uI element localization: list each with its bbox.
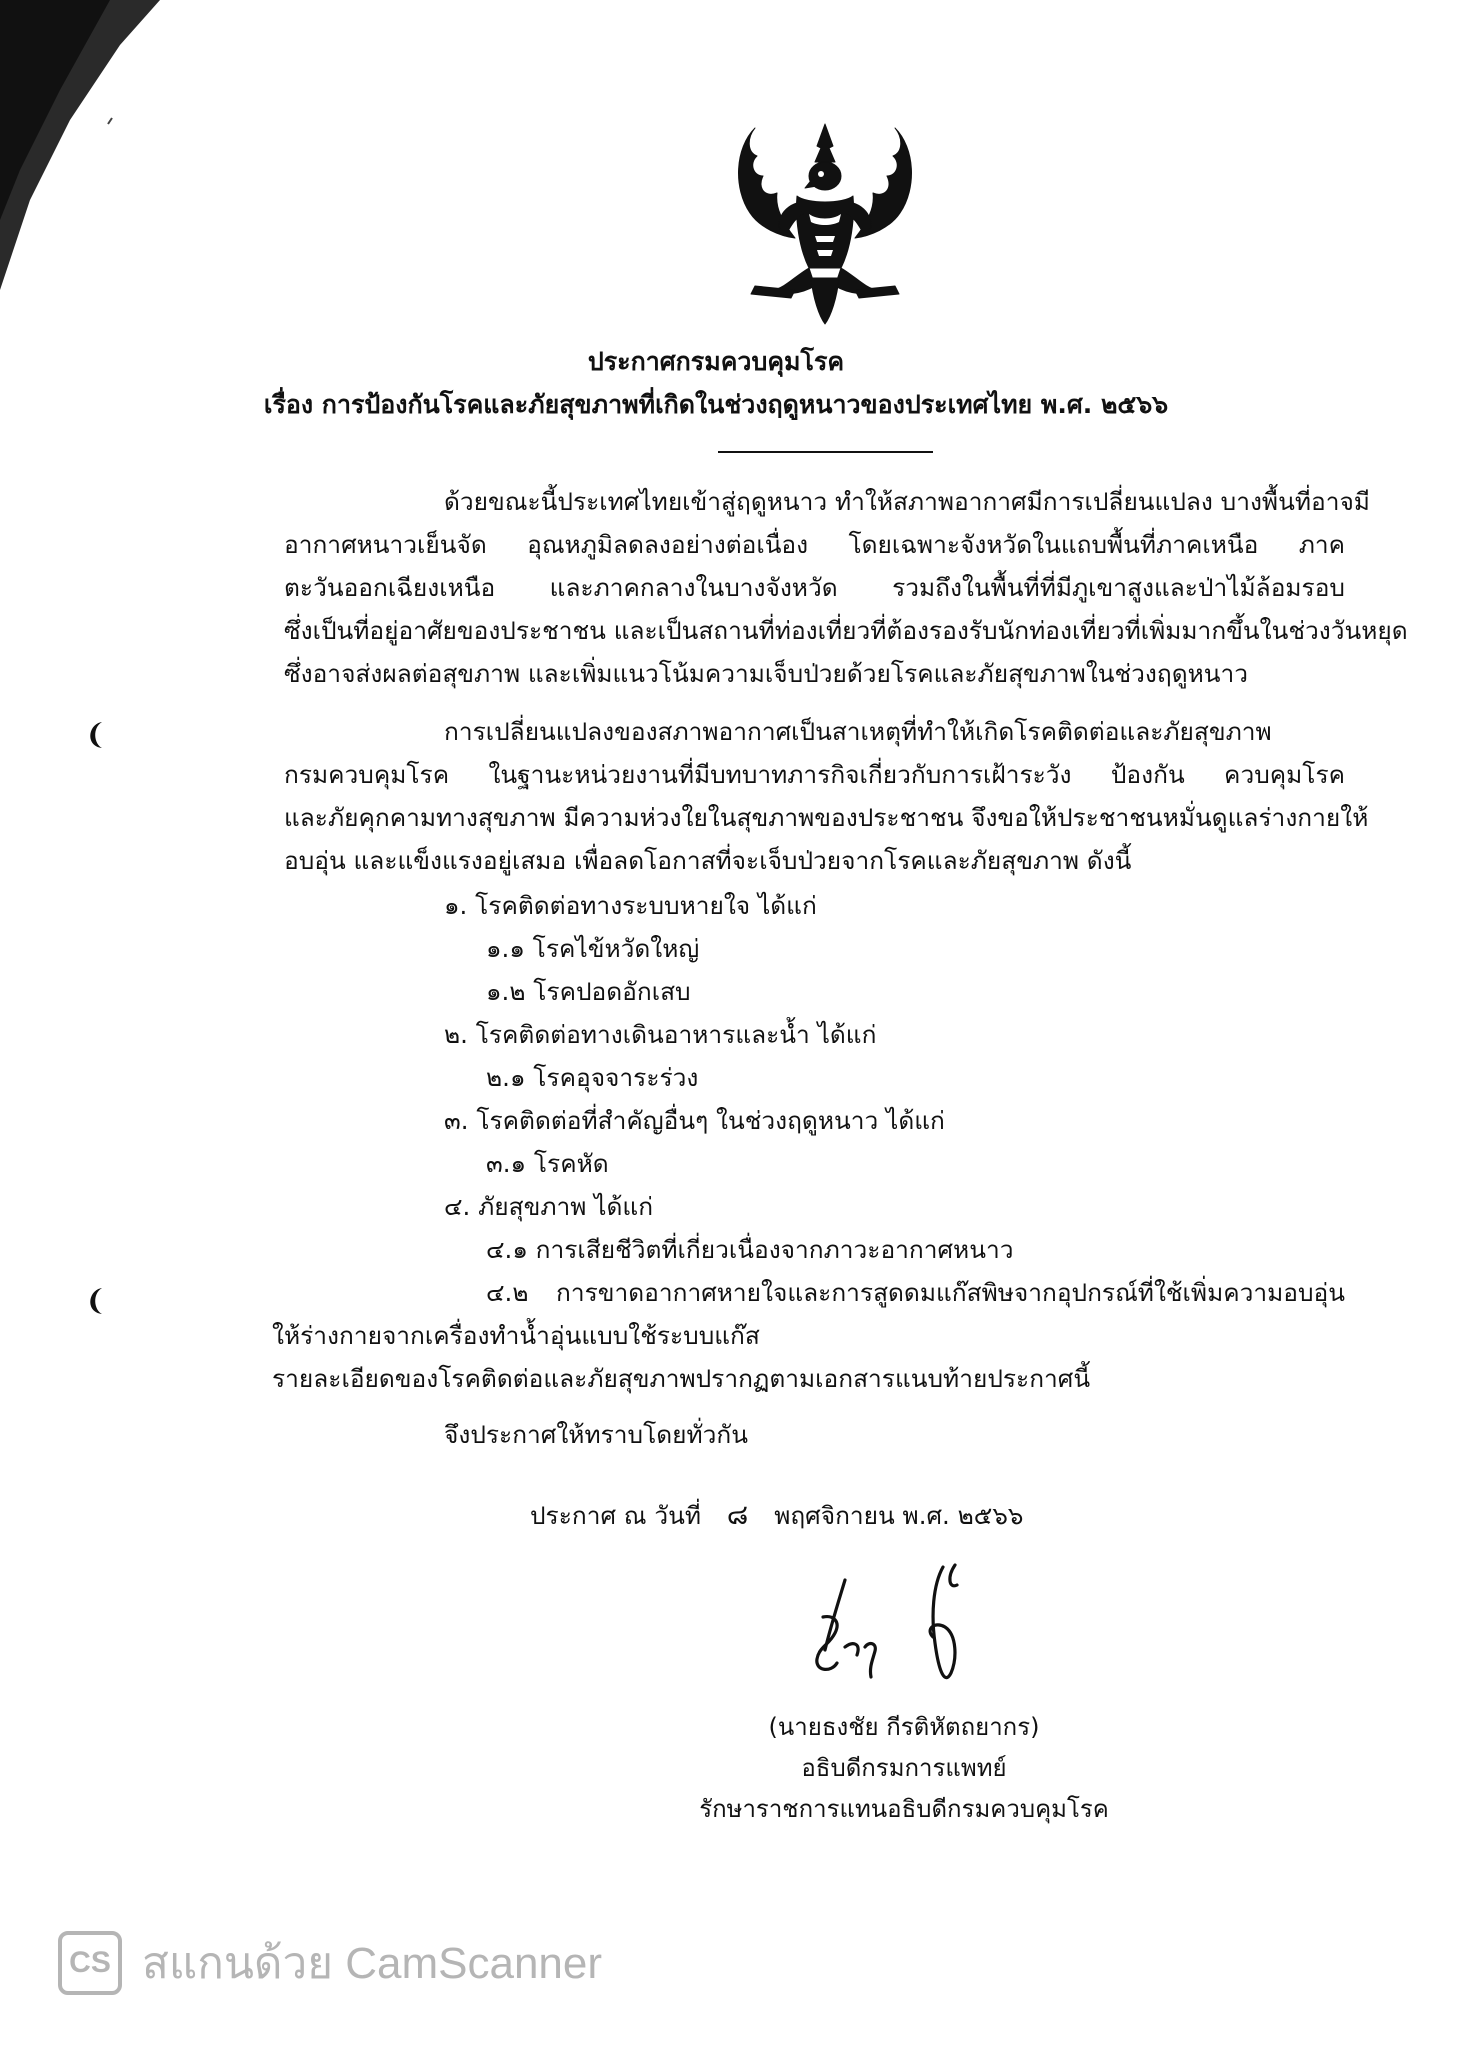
date-prefix: ประกาศ ณ วันที่ [530, 1501, 701, 1530]
list-item: ๑.๒ โรคปอดอักเสบ [486, 977, 691, 1006]
announcement-line: จึงประกาศให้ทราบโดยทั่วกัน [444, 1420, 748, 1449]
list-item: ๑.๑ โรคไข้หวัดใหญ่ [486, 934, 700, 963]
punch-hole-mark [80, 718, 110, 752]
paragraph-1-line: ซึ่งอาจส่งผลต่อสุขภาพ และเพิ่มแนวโน้มความเจ็บป่วยด้วยโรคและภัยสุขภาพในช่วงฤดูหนาว [284, 659, 1249, 688]
camscanner-logo-icon: CS [58, 1931, 122, 1995]
list-item: ๑. โรคติดต่อทางระบบหายใจ ได้แก่ [444, 891, 817, 920]
signatory-name: (นายธงชัย กีรติหัตถยากร) [768, 1713, 1040, 1741]
list-item: ๒. โรคติดต่อทางเดินอาหารและน้ำ ได้แก่ [444, 1020, 877, 1049]
list-item-continuation: ให้ร่างกายจากเครื่องทำน้ำอุ่นแบบใช้ระบบแก๊ส [272, 1321, 760, 1350]
title-underline [718, 451, 933, 453]
paragraph-1-line: ซึ่งเป็นที่อยู่อาศัยของประชาชน และเป็นสถานที่ท่องเที่ยวที่ต้องรองรับนักท่องเที่ยวที่เพิ่มมากขึ้นในช่วงวันหยุด [284, 616, 1408, 645]
paragraph-1-line: ตะวันออกเฉียงเหนือ และภาคกลางในบางจังหวัด รวมถึงในพื้นที่ที่มีภูเขาสูงและป่าไม้ล้อมรอบ [284, 573, 1345, 602]
paragraph-2-line: อบอุ่น และแข็งแรงอยู่เสมอ เพื่อลดโอกาสที่จะเจ็บป่วยจากโรคและภัยสุขภาพ ดังนี้ [284, 846, 1132, 875]
paragraph-1-line: อากาศหนาวเย็นจัด อุณหภูมิลดลงอย่างต่อเนื่อง โดยเฉพาะจังหวัดในแถบพื้นที่ภาคเหนือ ภาค [284, 530, 1345, 559]
list-item: ๔.๑ การเสียชีวิตที่เกี่ยวเนื่องจากภาวะอากาศหนาว [486, 1235, 1014, 1264]
list-item: ๔.๒ การขาดอากาศหายใจและการสูดดมแก๊สพิษจากอุปกรณ์ที่ใช้เพิ่มความอบอุ่น [486, 1278, 1345, 1307]
garuda-emblem [725, 118, 925, 328]
list-item: ๓.๑ โรคหัด [486, 1149, 609, 1178]
punch-hole-mark [80, 1284, 110, 1318]
scan-page-edge [0, 0, 160, 330]
list-item: ๒.๑ โรคอุจจาระร่วง [486, 1063, 699, 1092]
paragraph-1-line: ด้วยขณะนี้ประเทศไทยเข้าสู่ฤดูหนาว ทำให้สภาพอากาศมีการเปลี่ยนแปลง บางพื้นที่อาจมี [444, 487, 1370, 516]
signatory-title: อธิบดีกรมการแพทย์ [801, 1754, 1007, 1782]
announcement-date [530, 1500, 1023, 1531]
watermark-text: สแกนด้วย CamScanner [142, 1939, 603, 1988]
paragraph-2-line: และภัยคุกคามทางสุขภาพ มีความห่วงใยในสุขภาพของประชาชน จึงขอให้ประชาชนหมั่นดูแลร่างกายให้ [284, 803, 1369, 832]
paragraph-2-line: การเปลี่ยนแปลงของสภาพอากาศเป็นสาเหตุที่ทำให้เกิดโรคติดต่อและภัยสุขภาพ [444, 717, 1272, 746]
handwritten-signature [795, 1555, 985, 1695]
date-month-year: พฤศจิกายน พ.ศ. ๒๕๖๖ [774, 1501, 1024, 1530]
details-note: รายละเอียดของโรคติดต่อและภัยสุขภาพปรากฏตามเอกสารแนบท้ายประกาศนี้ [272, 1364, 1091, 1393]
document-title: ประกาศกรมควบคุมโรค [587, 347, 845, 376]
list-item: ๓. โรคติดต่อที่สำคัญอื่นๆ ในช่วงฤดูหนาว ได้แก่ [444, 1106, 945, 1135]
signatory-acting-title: รักษาราชการแทนอธิบดีกรมควบคุมโรค [699, 1795, 1109, 1823]
document-subject: เรื่อง การป้องกันโรคและภัยสุขภาพที่เกิดในช่วงฤดูหนาวของประเทศไทย พ.ศ. ๒๕๖๖ [263, 390, 1169, 419]
camscanner-watermark [58, 1928, 602, 1998]
list-item: ๔. ภัยสุขภาพ ได้แก่ [444, 1192, 654, 1221]
date-day: ๘ [726, 1498, 749, 1531]
paragraph-2-line: กรมควบคุมโรค ในฐานะหน่วยงานที่มีบทบาทภารกิจเกี่ยวกับการเฝ้าระวัง ป้องกัน ควบคุมโรค [284, 760, 1345, 789]
